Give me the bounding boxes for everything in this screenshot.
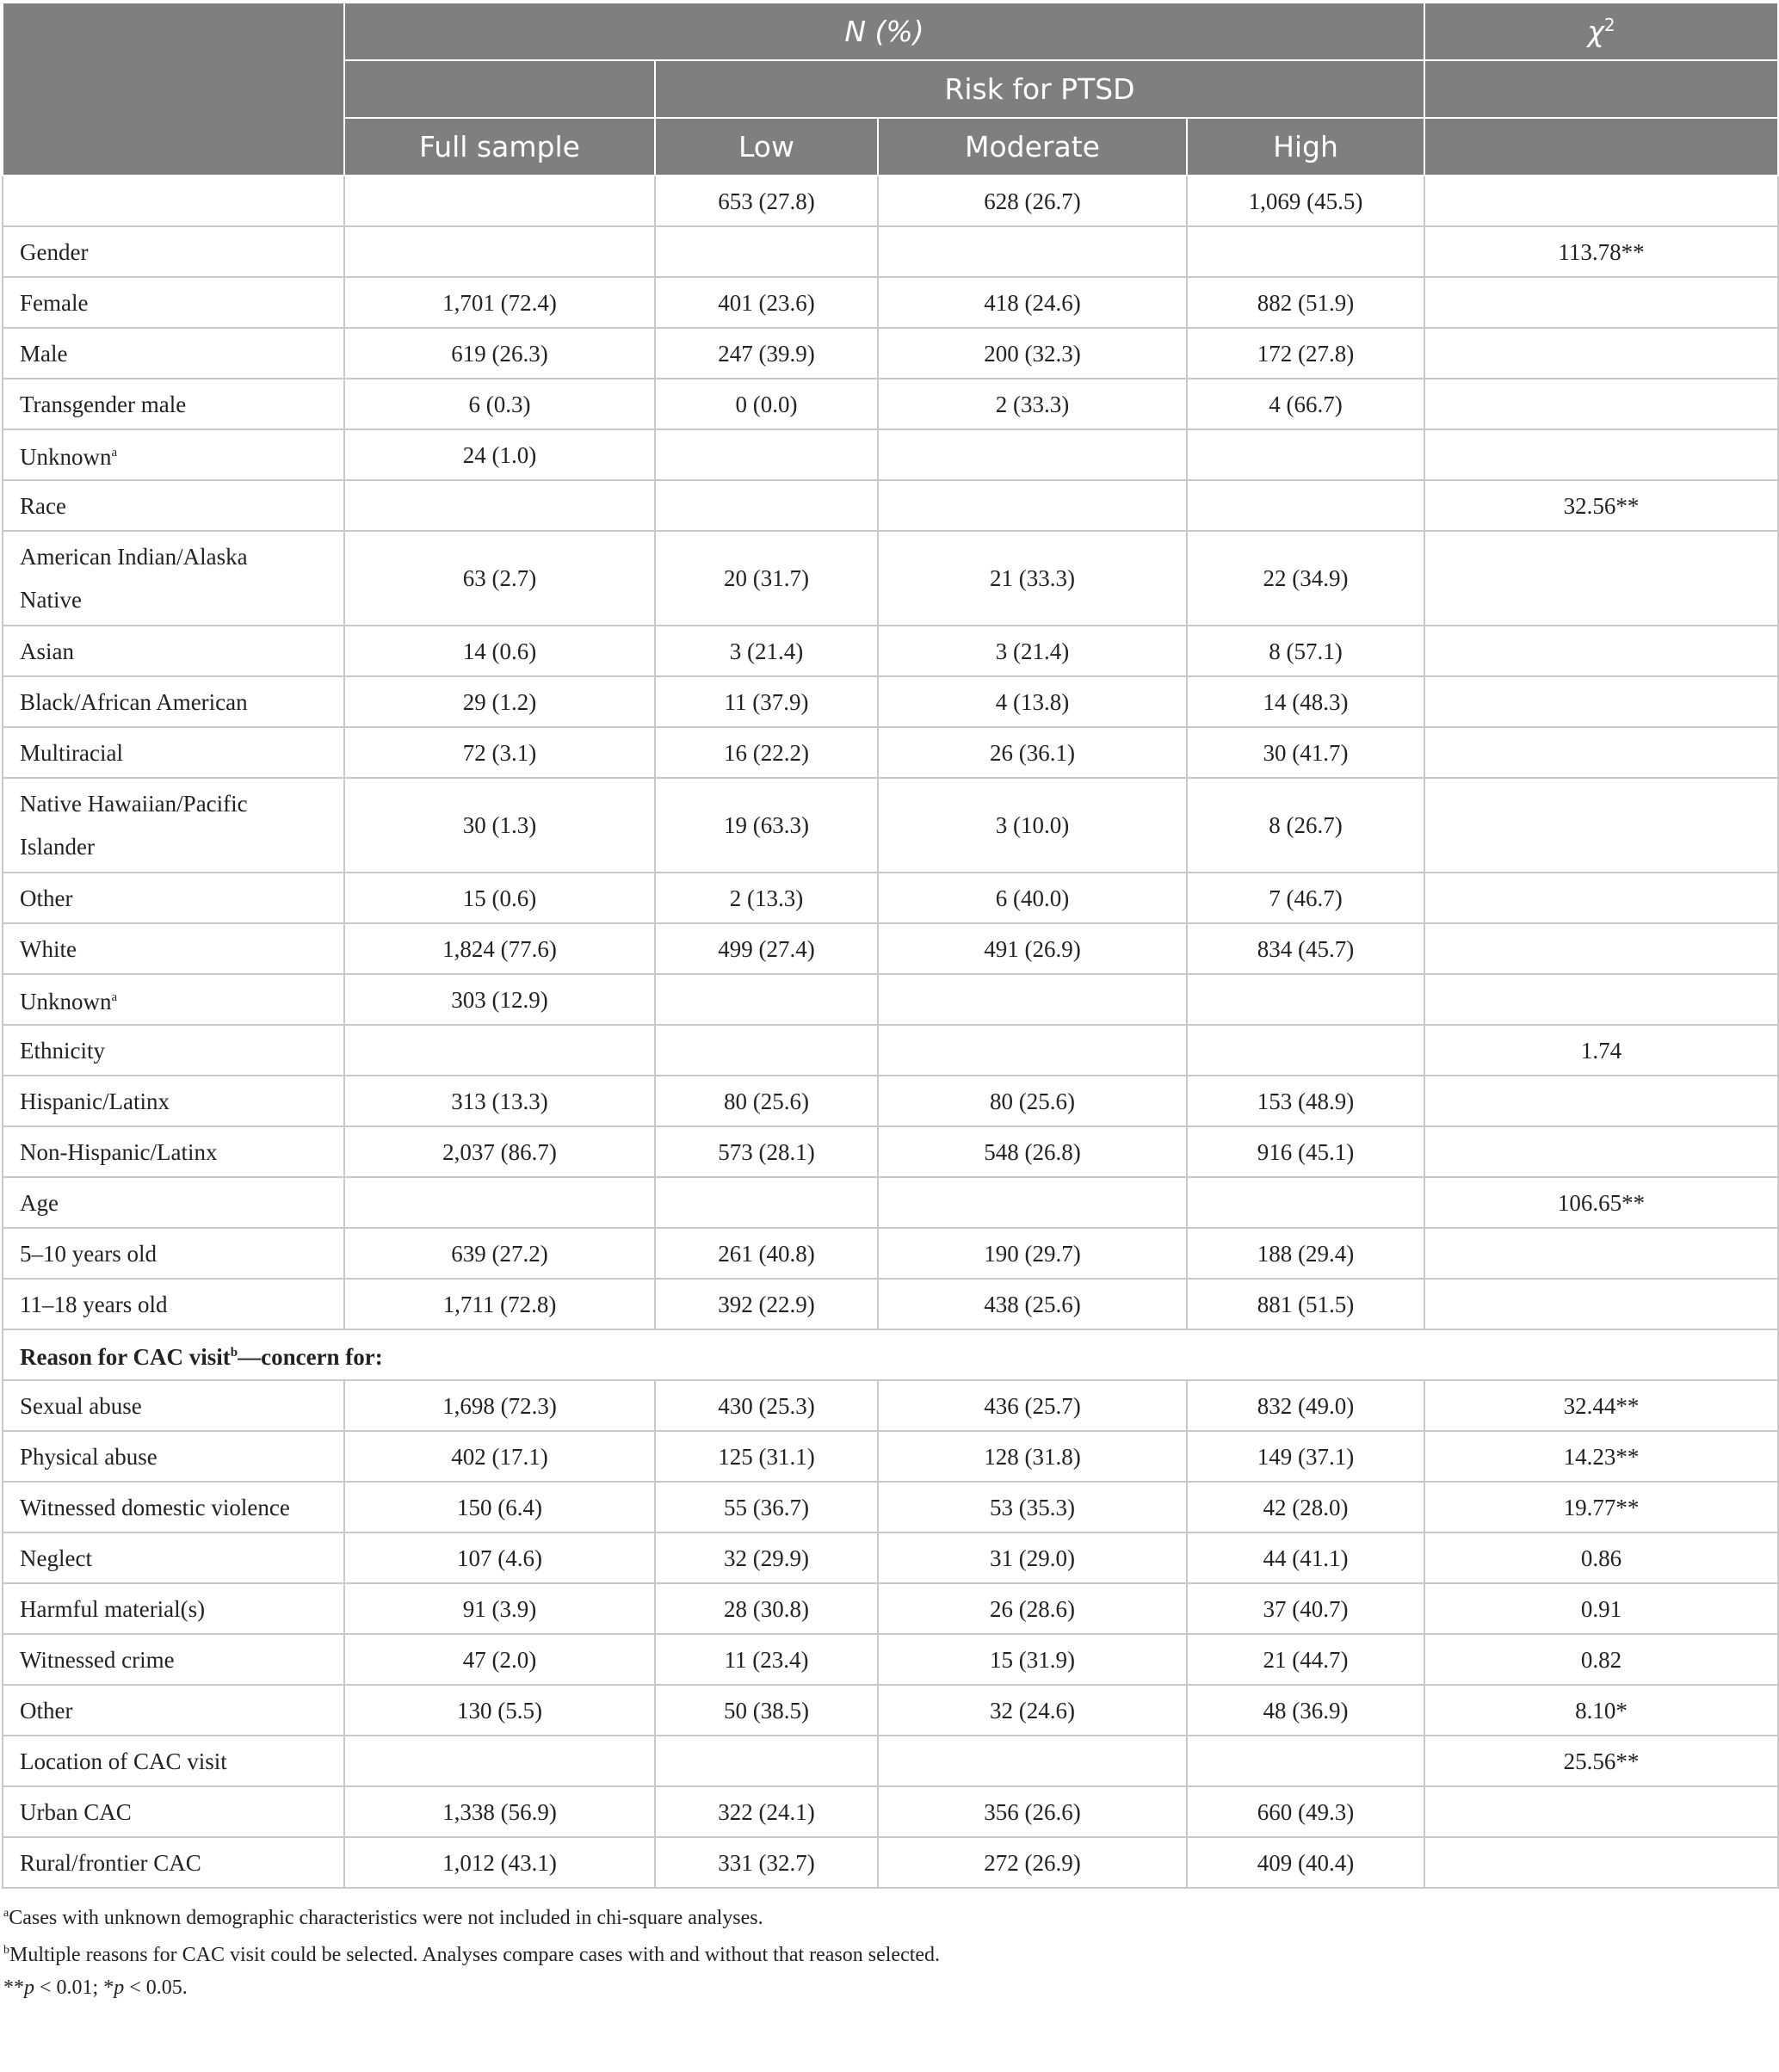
cell-moderate: 491 (26.9) — [878, 923, 1187, 974]
cell-chi — [1424, 626, 1778, 676]
cell-moderate: 3 (21.4) — [878, 626, 1187, 676]
cell-high: 149 (37.1) — [1187, 1431, 1424, 1482]
row-label-cell — [3, 626, 344, 676]
cell-high: 881 (51.5) — [1187, 1279, 1424, 1329]
cell-moderate — [878, 480, 1187, 531]
cell-low — [655, 226, 878, 277]
cell-full — [344, 1736, 655, 1786]
section-label-cell — [3, 1329, 1778, 1380]
cell-low: 247 (39.9) — [655, 328, 878, 379]
row-label-superscript: a — [111, 990, 118, 1004]
cell-low: 392 (22.9) — [655, 1279, 878, 1329]
cell-low: 322 (24.1) — [655, 1786, 878, 1837]
table-row — [3, 480, 1778, 531]
cell-high — [1187, 1177, 1424, 1228]
sig-text-2: < 0.05. — [124, 1976, 188, 1999]
cell-moderate: 628 (26.7) — [878, 176, 1187, 226]
cell-moderate: 548 (26.8) — [878, 1126, 1187, 1177]
row-label-cell — [3, 379, 344, 429]
cell-chi: 8.10* — [1424, 1685, 1778, 1736]
header-row-1 — [3, 3, 1778, 60]
cell-full: 1,711 (72.8) — [344, 1279, 655, 1329]
row-label: Race — [20, 492, 66, 519]
cell-high — [1187, 1025, 1424, 1076]
cell-chi: 106.65** — [1424, 1177, 1778, 1228]
cell-full: 30 (1.3) — [344, 778, 655, 873]
row-label: Physical abuse — [20, 1443, 158, 1470]
cell-chi — [1424, 379, 1778, 429]
cell-high: 832 (49.0) — [1187, 1380, 1424, 1431]
cell-low: 50 (38.5) — [655, 1685, 878, 1736]
table-row — [3, 1482, 1778, 1532]
cell-full — [344, 1177, 655, 1228]
chi-symbol: χ — [1587, 15, 1604, 48]
cell-high: 48 (36.9) — [1187, 1685, 1424, 1736]
header-high: High — [1187, 118, 1424, 176]
cell-chi: 113.78** — [1424, 226, 1778, 277]
footnote-a — [3, 1897, 1777, 1934]
row-label: Female — [20, 289, 89, 316]
row-label-cell — [3, 1786, 344, 1837]
cell-low: 0 (0.0) — [655, 379, 878, 429]
row-label: Sexual abuse — [20, 1392, 142, 1419]
row-label-cell — [3, 1126, 344, 1177]
cell-high: 660 (49.3) — [1187, 1786, 1424, 1837]
cell-moderate: 272 (26.9) — [878, 1837, 1187, 1888]
cell-chi: 19.77** — [1424, 1482, 1778, 1532]
cell-full: 303 (12.9) — [344, 974, 655, 1025]
table-row — [3, 1837, 1778, 1888]
row-label-cell — [3, 1279, 344, 1329]
cell-moderate: 26 (28.6) — [878, 1583, 1187, 1634]
cell-moderate: 3 (10.0) — [878, 778, 1187, 873]
cell-high — [1187, 974, 1424, 1025]
cell-low — [655, 480, 878, 531]
header-empty-cell — [3, 3, 344, 176]
table-row — [3, 1431, 1778, 1482]
row-label: Age — [20, 1189, 59, 1216]
cell-low: 653 (27.8) — [655, 176, 878, 226]
cell-high: 8 (57.1) — [1187, 626, 1424, 676]
cell-moderate: 53 (35.3) — [878, 1482, 1187, 1532]
header-n-percent: N (%) — [344, 3, 1424, 60]
row-label-cell — [3, 1685, 344, 1736]
cell-full: 2,037 (86.7) — [344, 1126, 655, 1177]
cell-chi — [1424, 1076, 1778, 1126]
table-row — [3, 531, 1778, 626]
cell-low: 11 (23.4) — [655, 1634, 878, 1685]
row-label-cell — [3, 923, 344, 974]
demographics-table — [2, 2, 1779, 1889]
cell-full — [344, 480, 655, 531]
cell-high: 37 (40.7) — [1187, 1583, 1424, 1634]
table-row — [3, 176, 1778, 226]
cell-high: 188 (29.4) — [1187, 1228, 1424, 1279]
cell-full: 1,338 (56.9) — [344, 1786, 655, 1837]
cell-chi — [1424, 328, 1778, 379]
cell-chi: 0.91 — [1424, 1583, 1778, 1634]
cell-full: 29 (1.2) — [344, 676, 655, 727]
row-label-cell — [3, 277, 344, 328]
cell-high: 44 (41.1) — [1187, 1532, 1424, 1583]
cell-full — [344, 1025, 655, 1076]
cell-low: 125 (31.1) — [655, 1431, 878, 1482]
cell-high: 30 (41.7) — [1187, 727, 1424, 778]
row-label: Location of CAC visit — [20, 1748, 227, 1774]
table-row — [3, 1583, 1778, 1634]
cell-low — [655, 974, 878, 1025]
table-row — [3, 923, 1778, 974]
cell-chi: 25.56** — [1424, 1736, 1778, 1786]
cell-high: 153 (48.9) — [1187, 1076, 1424, 1126]
cell-moderate: 80 (25.6) — [878, 1076, 1187, 1126]
cell-high: 14 (48.3) — [1187, 676, 1424, 727]
cell-chi — [1424, 1228, 1778, 1279]
row-label-cell — [3, 1583, 344, 1634]
row-label: Urban CAC — [20, 1798, 132, 1825]
cell-low: 2 (13.3) — [655, 873, 878, 923]
cell-high: 1,069 (45.5) — [1187, 176, 1424, 226]
cell-moderate: 128 (31.8) — [878, 1431, 1187, 1482]
cell-full — [344, 176, 655, 226]
cell-chi — [1424, 1786, 1778, 1837]
cell-chi — [1424, 873, 1778, 923]
cell-low: 331 (32.7) — [655, 1837, 878, 1888]
cell-moderate: 4 (13.8) — [878, 676, 1187, 727]
cell-full: 91 (3.9) — [344, 1583, 655, 1634]
row-label-cell — [3, 727, 344, 778]
cell-full: 402 (17.1) — [344, 1431, 655, 1482]
cell-chi — [1424, 429, 1778, 480]
table-row — [3, 1634, 1778, 1685]
cell-chi: 0.86 — [1424, 1532, 1778, 1583]
cell-full: 63 (2.7) — [344, 531, 655, 626]
row-label-cell — [3, 1532, 344, 1583]
cell-high: 882 (51.9) — [1187, 277, 1424, 328]
cell-chi — [1424, 1279, 1778, 1329]
cell-high — [1187, 226, 1424, 277]
cell-full: 72 (3.1) — [344, 727, 655, 778]
cell-moderate — [878, 429, 1187, 480]
table-row — [3, 626, 1778, 676]
row-label-cell — [3, 1736, 344, 1786]
row-label-line-2: Islander — [20, 834, 95, 860]
cell-chi: 1.74 — [1424, 1025, 1778, 1076]
cell-full — [344, 226, 655, 277]
row-label: Other — [20, 1697, 73, 1724]
cell-low: 20 (31.7) — [655, 531, 878, 626]
sig-p-1: p — [24, 1976, 34, 1999]
cell-chi — [1424, 531, 1778, 626]
cell-moderate: 418 (24.6) — [878, 277, 1187, 328]
cell-full: 1,698 (72.3) — [344, 1380, 655, 1431]
table-row — [3, 1532, 1778, 1583]
row-label-cell — [3, 676, 344, 727]
cell-moderate: 200 (32.3) — [878, 328, 1187, 379]
cell-moderate — [878, 1177, 1187, 1228]
table-row — [3, 1329, 1778, 1380]
cell-high: 42 (28.0) — [1187, 1482, 1424, 1532]
cell-chi: 32.56** — [1424, 480, 1778, 531]
cell-high: 409 (40.4) — [1187, 1837, 1424, 1888]
row-label: Gender — [20, 238, 89, 265]
cell-full: 150 (6.4) — [344, 1482, 655, 1532]
cell-moderate: 190 (29.7) — [878, 1228, 1187, 1279]
row-label: Unknown — [20, 444, 112, 470]
row-label-cell — [3, 873, 344, 923]
row-label: Harmful material(s) — [20, 1595, 206, 1622]
table-row — [3, 1177, 1778, 1228]
cell-chi: 0.82 — [1424, 1634, 1778, 1685]
row-label: 5–10 years old — [20, 1240, 157, 1267]
header-spacer — [344, 60, 655, 118]
footnote-a-text: Cases with unknown demographic characteristics were not included in chi-square analyses. — [9, 1907, 763, 1929]
cell-chi — [1424, 676, 1778, 727]
row-label-cell — [3, 1177, 344, 1228]
cell-chi — [1424, 176, 1778, 226]
cell-moderate — [878, 226, 1187, 277]
table-row — [3, 1736, 1778, 1786]
table-row — [3, 676, 1778, 727]
header-spacer — [1424, 118, 1778, 176]
row-label: Non-Hispanic/Latinx — [20, 1138, 218, 1165]
cell-moderate: 21 (33.3) — [878, 531, 1187, 626]
row-label: Witnessed crime — [20, 1646, 175, 1673]
cell-low — [655, 1177, 878, 1228]
cell-low: 80 (25.6) — [655, 1076, 878, 1126]
row-label: Multiracial — [20, 739, 123, 766]
cell-full: 639 (27.2) — [344, 1228, 655, 1279]
table-row — [3, 1380, 1778, 1431]
cell-moderate: 32 (24.6) — [878, 1685, 1187, 1736]
cell-moderate: 31 (29.0) — [878, 1532, 1187, 1583]
table-row — [3, 429, 1778, 480]
cell-full: 24 (1.0) — [344, 429, 655, 480]
cell-high: 7 (46.7) — [1187, 873, 1424, 923]
table-row — [3, 974, 1778, 1025]
cell-moderate: 6 (40.0) — [878, 873, 1187, 923]
row-label-cell — [3, 328, 344, 379]
table-row — [3, 277, 1778, 328]
row-label-cell — [3, 176, 344, 226]
footnote-significance — [3, 1971, 1777, 2004]
row-label: Unknown — [20, 989, 112, 1014]
cell-high — [1187, 480, 1424, 531]
row-label: Neglect — [20, 1545, 92, 1571]
footnotes — [2, 1897, 1777, 2004]
row-label-cell — [3, 1380, 344, 1431]
cell-high: 834 (45.7) — [1187, 923, 1424, 974]
row-label-cell — [3, 1431, 344, 1482]
table-row — [3, 778, 1778, 873]
cell-full: 313 (13.3) — [344, 1076, 655, 1126]
cell-high: 916 (45.1) — [1187, 1126, 1424, 1177]
table-row — [3, 1786, 1778, 1837]
row-label-cell — [3, 1228, 344, 1279]
cell-moderate — [878, 1736, 1187, 1786]
cell-chi — [1424, 923, 1778, 974]
table-row — [3, 1228, 1778, 1279]
cell-low: 19 (63.3) — [655, 778, 878, 873]
chi-superscript: 2 — [1603, 15, 1615, 35]
table-row — [3, 1126, 1778, 1177]
cell-full: 14 (0.6) — [344, 626, 655, 676]
row-label: Rural/frontier CAC — [20, 1849, 201, 1876]
cell-moderate: 2 (33.3) — [878, 379, 1187, 429]
table-row — [3, 1076, 1778, 1126]
cell-full: 1,012 (43.1) — [344, 1837, 655, 1888]
row-label: Witnessed domestic violence — [20, 1494, 290, 1520]
header-risk-for-ptsd: Risk for PTSD — [655, 60, 1424, 118]
cell-chi: 32.44** — [1424, 1380, 1778, 1431]
cell-full: 6 (0.3) — [344, 379, 655, 429]
table-row — [3, 379, 1778, 429]
cell-high: 22 (34.9) — [1187, 531, 1424, 626]
cell-low: 16 (22.2) — [655, 727, 878, 778]
cell-low: 430 (25.3) — [655, 1380, 878, 1431]
cell-low — [655, 1736, 878, 1786]
table-header — [3, 3, 1778, 176]
row-label: Asian — [20, 638, 74, 664]
cell-high: 4 (66.7) — [1187, 379, 1424, 429]
cell-low: 261 (40.8) — [655, 1228, 878, 1279]
section-label-suffix: —concern for: — [238, 1344, 383, 1370]
cell-moderate: 436 (25.7) — [878, 1380, 1187, 1431]
row-label-cell — [3, 531, 344, 626]
cell-low: 499 (27.4) — [655, 923, 878, 974]
table-row — [3, 1685, 1778, 1736]
cell-moderate — [878, 974, 1187, 1025]
table-row — [3, 1025, 1778, 1076]
cell-chi — [1424, 1837, 1778, 1888]
table-body — [3, 176, 1778, 1888]
cell-full: 107 (4.6) — [344, 1532, 655, 1583]
row-label-cell — [3, 1634, 344, 1685]
cell-moderate: 356 (26.6) — [878, 1786, 1187, 1837]
footnote-a-mark: a — [3, 1907, 9, 1920]
row-label: Black/African American — [20, 688, 248, 715]
row-label: Native Hawaiian/Pacific — [20, 791, 248, 817]
row-label-cell — [3, 974, 344, 1025]
row-label: Male — [20, 340, 68, 367]
row-label-cell — [3, 429, 344, 480]
cell-moderate: 26 (36.1) — [878, 727, 1187, 778]
row-label: Hispanic/Latinx — [20, 1088, 170, 1114]
cell-high — [1187, 1736, 1424, 1786]
cell-low: 401 (23.6) — [655, 277, 878, 328]
sig-stars-2: * — [103, 1976, 114, 1999]
cell-moderate: 438 (25.6) — [878, 1279, 1187, 1329]
cell-chi — [1424, 727, 1778, 778]
cell-low: 55 (36.7) — [655, 1482, 878, 1532]
row-label: American Indian/Alaska — [20, 544, 248, 570]
cell-moderate: 15 (31.9) — [878, 1634, 1187, 1685]
cell-full: 130 (5.5) — [344, 1685, 655, 1736]
header-chi-square — [1424, 3, 1778, 60]
row-label: Ethnicity — [20, 1037, 105, 1064]
cell-chi — [1424, 1126, 1778, 1177]
cell-high: 21 (44.7) — [1187, 1634, 1424, 1685]
table-row — [3, 328, 1778, 379]
cell-low — [655, 1025, 878, 1076]
sig-p-2: p — [114, 1976, 125, 1999]
cell-low: 3 (21.4) — [655, 626, 878, 676]
row-label-cell — [3, 1076, 344, 1126]
cell-chi — [1424, 277, 1778, 328]
footnote-b-text: Multiple reasons for CAC visit could be selected. Analyses compare cases with and without that reason selected. — [9, 1944, 941, 1966]
cell-chi — [1424, 778, 1778, 873]
cell-low: 32 (29.9) — [655, 1532, 878, 1583]
row-label-line-2: Native — [20, 587, 82, 613]
cell-full: 15 (0.6) — [344, 873, 655, 923]
header-moderate: Moderate — [878, 118, 1187, 176]
cell-moderate — [878, 1025, 1187, 1076]
cell-high — [1187, 429, 1424, 480]
cell-high: 172 (27.8) — [1187, 328, 1424, 379]
cell-full: 47 (2.0) — [344, 1634, 655, 1685]
header-full-sample: Full sample — [344, 118, 655, 176]
row-label: 11–18 years old — [20, 1291, 168, 1317]
sig-text-1: < 0.01; — [34, 1976, 104, 1999]
cell-low: 573 (28.1) — [655, 1126, 878, 1177]
footnote-b-mark: b — [3, 1944, 9, 1957]
cell-full: 1,824 (77.6) — [344, 923, 655, 974]
row-label: Transgender male — [20, 391, 187, 417]
cell-low: 11 (37.9) — [655, 676, 878, 727]
row-label: White — [20, 935, 77, 962]
cell-full: 619 (26.3) — [344, 328, 655, 379]
cell-low — [655, 429, 878, 480]
sig-stars-1: ** — [3, 1976, 24, 1999]
table-row — [3, 226, 1778, 277]
table-row — [3, 727, 1778, 778]
row-label-cell — [3, 1025, 344, 1076]
row-label-cell — [3, 778, 344, 873]
header-low: Low — [655, 118, 878, 176]
section-label: Reason for CAC visit — [20, 1344, 231, 1370]
row-label-cell — [3, 226, 344, 277]
table-row — [3, 1279, 1778, 1329]
cell-chi — [1424, 974, 1778, 1025]
table-row — [3, 873, 1778, 923]
cell-chi: 14.23** — [1424, 1431, 1778, 1482]
section-label-superscript: b — [230, 1346, 238, 1360]
cell-low: 28 (30.8) — [655, 1583, 878, 1634]
row-label-cell — [3, 1482, 344, 1532]
row-label: Other — [20, 885, 73, 911]
cell-full: 1,701 (72.4) — [344, 277, 655, 328]
header-spacer — [1424, 60, 1778, 118]
footnote-b — [3, 1934, 1777, 1971]
row-label-superscript: a — [111, 446, 118, 459]
row-label-cell — [3, 480, 344, 531]
row-label-cell — [3, 1837, 344, 1888]
table-container — [2, 2, 1777, 2004]
cell-high: 8 (26.7) — [1187, 778, 1424, 873]
